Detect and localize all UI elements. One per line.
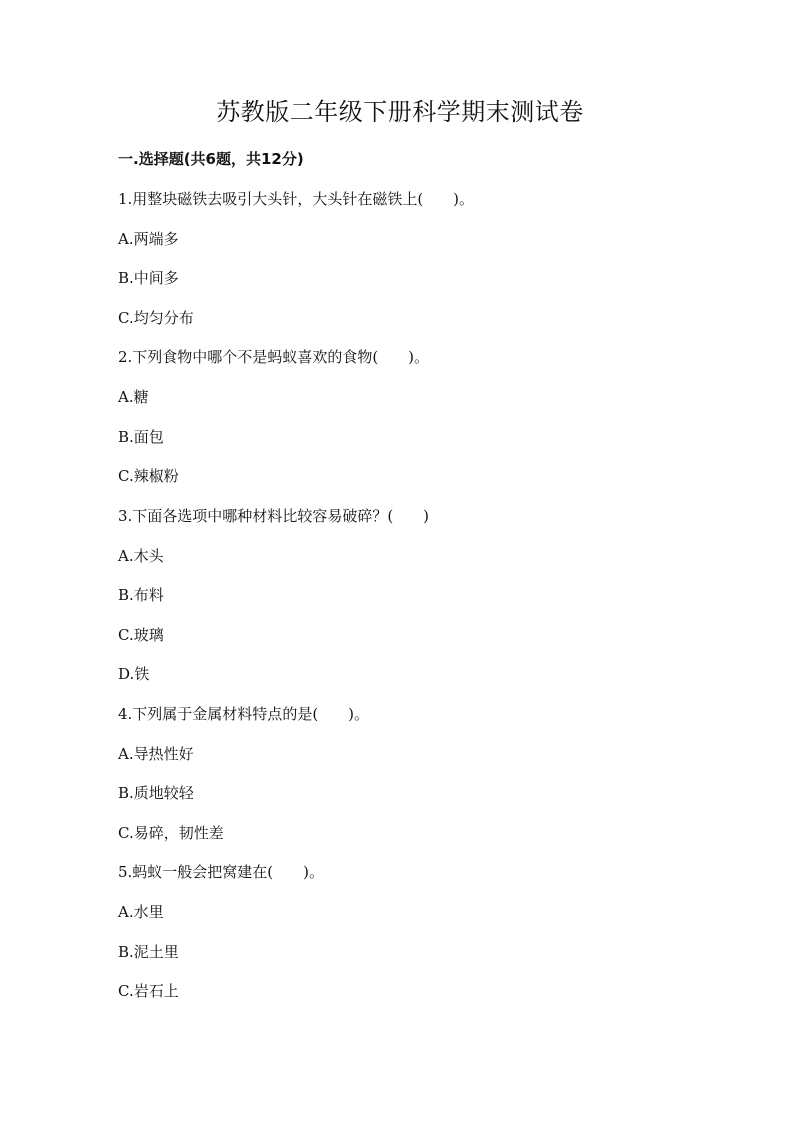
question-1-stem: 1.用整块磁铁去吸引大头针，大头针在磁铁上( )。 xyxy=(118,190,475,208)
question-3-stem: 3.下面各选项中哪种材料比较容易破碎？( ) xyxy=(118,507,430,525)
question-1-option-b: B.中间多 xyxy=(118,269,179,287)
page-title: 苏教版二年级下册科学期末测试卷 xyxy=(216,98,584,126)
question-2-option-b: B.面包 xyxy=(118,428,164,446)
question-1-option-a: A.两端多 xyxy=(118,230,179,248)
question-3-option-d: D.铁 xyxy=(118,665,150,683)
question-2-option-c: C.辣椒粉 xyxy=(118,467,179,485)
question-2-stem: 2.下列食物中哪个不是蚂蚁喜欢的食物( )。 xyxy=(118,348,430,366)
question-5-option-c: C.岩石上 xyxy=(118,982,179,1000)
question-2-option-a: A.糖 xyxy=(118,388,149,406)
question-4-option-c: C.易碎，韧性差 xyxy=(118,824,224,842)
question-4-option-a: A.导热性好 xyxy=(118,745,194,763)
question-4-option-b: B.质地较轻 xyxy=(118,784,194,802)
question-5-option-b: B.泥土里 xyxy=(118,943,179,961)
question-1-option-c: C.均匀分布 xyxy=(118,309,194,327)
question-5-stem: 5.蚂蚁一般会把窝建在( )。 xyxy=(118,863,325,881)
question-4-stem: 4.下列属于金属材料特点的是( )。 xyxy=(118,705,370,723)
question-3-option-c: C.玻璃 xyxy=(118,626,164,644)
section-heading: 一.选择题(共6题，共12分) xyxy=(118,150,304,168)
question-3-option-b: B.布料 xyxy=(118,586,164,604)
question-5-option-a: A.水里 xyxy=(118,903,164,921)
question-3-option-a: A.木头 xyxy=(118,547,164,565)
